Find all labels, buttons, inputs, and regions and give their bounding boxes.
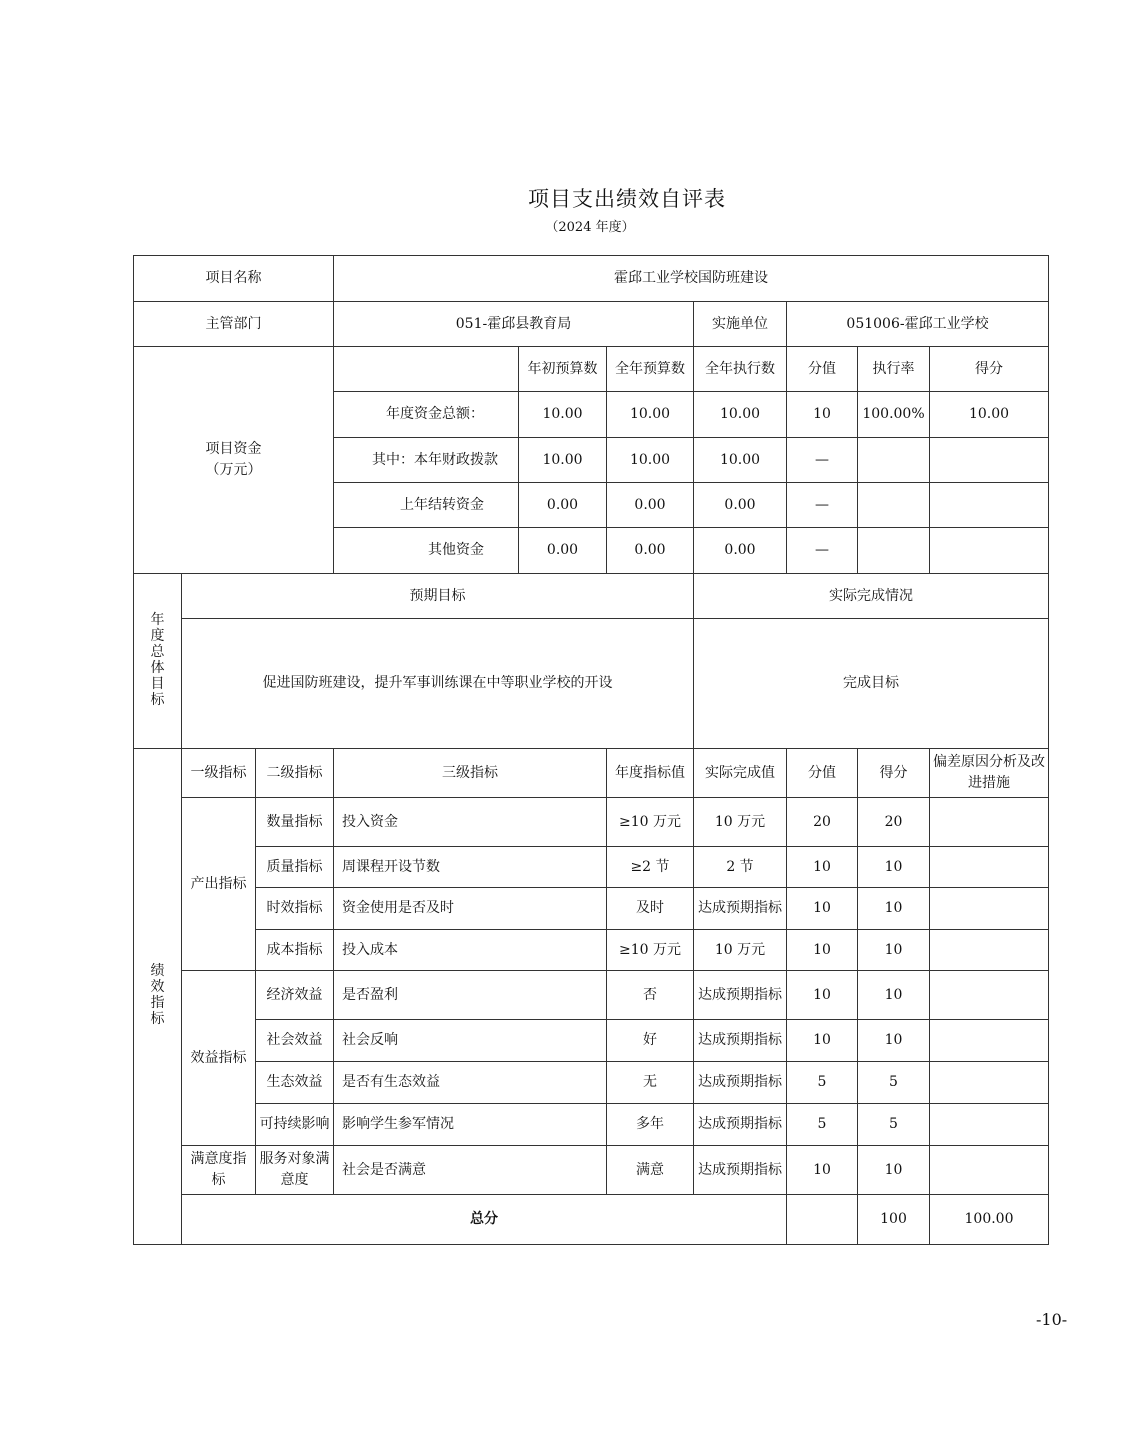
target-cell: 及时: [607, 888, 694, 930]
level2-cell: 质量指标: [256, 847, 334, 888]
target-cell: ≥10 万元: [607, 930, 694, 971]
total-row: [134, 1195, 1049, 1245]
goals-label: 年度总体目标: [134, 574, 182, 749]
note-cell: [930, 847, 1049, 888]
funds-cell: [930, 438, 1049, 483]
indicator-row: [134, 888, 1049, 930]
funds-cell: 10: [787, 392, 858, 438]
funds-header-row: [134, 347, 1049, 392]
expected-goal: 促进国防班建设，提升军事训练课在中等职业学校的开设: [182, 619, 694, 749]
level2-cell: 服务对象满意度: [256, 1146, 334, 1195]
funds-row-label: 年度资金总额：: [334, 392, 519, 438]
expected-goal-header: 预期目标: [182, 574, 694, 619]
funds-cell: —: [787, 528, 858, 574]
actual-cell: 达成预期指标: [694, 1062, 787, 1104]
got-cell: 10: [858, 888, 930, 930]
level3-cell: 资金使用是否及时: [334, 888, 607, 930]
funds-cell: —: [787, 438, 858, 483]
indicator-row: [134, 930, 1049, 971]
level1-cell: 效益指标: [182, 971, 256, 1146]
indicator-row: [134, 1020, 1049, 1062]
level2-cell: 经济效益: [256, 971, 334, 1020]
funds-label: 项目资金（万元）: [134, 347, 334, 574]
score-cell: 5: [787, 1104, 858, 1146]
level3-cell: 投入资金: [334, 798, 607, 847]
got-cell: 5: [858, 1062, 930, 1104]
score-cell: 20: [787, 798, 858, 847]
actual-cell: 达成预期指标: [694, 971, 787, 1020]
funds-cell: 0.00: [519, 528, 607, 574]
funds-cell: 10.00: [694, 392, 787, 438]
funds-cell: 10.00: [607, 392, 694, 438]
funds-cell: [930, 528, 1049, 574]
level2-cell: 社会效益: [256, 1020, 334, 1062]
page-subtitle-year: （2024 年度）: [545, 220, 635, 235]
note-cell: [930, 930, 1049, 971]
unit-label: 实施单位: [694, 302, 787, 347]
level3-cell: 影响学生参军情况: [334, 1104, 607, 1146]
total-actual: [787, 1195, 858, 1245]
level3-cell: 投入成本: [334, 930, 607, 971]
target-cell: ≥10 万元: [607, 798, 694, 847]
indicator-header-cell: 一级指标: [182, 749, 256, 798]
indicator-header-cell: 分值: [787, 749, 858, 798]
funds-header-cell: 全年执行数: [694, 347, 787, 392]
score-cell: 10: [787, 1020, 858, 1062]
page-number: -10-: [1036, 1310, 1068, 1329]
target-cell: 满意: [607, 1146, 694, 1195]
note-cell: [930, 888, 1049, 930]
funds-cell: [858, 528, 930, 574]
funds-cell: [930, 483, 1049, 528]
indicators-label: 绩效指标: [134, 749, 182, 1245]
funds-cell: [858, 483, 930, 528]
got-cell: 10: [858, 930, 930, 971]
indicator-header-cell: 偏差原因分析及改进措施: [930, 749, 1049, 798]
level2-cell: 生态效益: [256, 1062, 334, 1104]
note-cell: [930, 1146, 1049, 1195]
actual-cell: 达成预期指标: [694, 1146, 787, 1195]
dept-value: 051-霍邱县教育局: [334, 302, 694, 347]
target-cell: 无: [607, 1062, 694, 1104]
indicator-header-cell: 二级指标: [256, 749, 334, 798]
score-cell: 10: [787, 971, 858, 1020]
indicator-row: [134, 1062, 1049, 1104]
funds-cell: 10.00: [519, 438, 607, 483]
target-cell: 好: [607, 1020, 694, 1062]
total-got: 100.00: [930, 1195, 1049, 1245]
note-cell: [930, 1062, 1049, 1104]
level3-cell: 是否有生态效益: [334, 1062, 607, 1104]
indicator-header-cell: 实际完成值: [694, 749, 787, 798]
level2-cell: 成本指标: [256, 930, 334, 971]
goals-header-row: [134, 574, 1049, 619]
indicator-row: [134, 798, 1049, 847]
funds-row-label: 其他资金: [334, 528, 519, 574]
funds-cell: 0.00: [694, 528, 787, 574]
funds-header-cell: 执行率: [858, 347, 930, 392]
level3-cell: 社会是否满意: [334, 1146, 607, 1195]
project-name-label: 项目名称: [134, 256, 334, 302]
got-cell: 10: [858, 847, 930, 888]
got-cell: 20: [858, 798, 930, 847]
total-label: 总分: [182, 1195, 787, 1245]
indicator-header-cell: 三级指标: [334, 749, 607, 798]
note-cell: [930, 1020, 1049, 1062]
unit-value: 051006-霍邱工业学校: [787, 302, 1049, 347]
funds-cell: 0.00: [694, 483, 787, 528]
target-cell: ≥2 节: [607, 847, 694, 888]
score-cell: 10: [787, 1146, 858, 1195]
note-cell: [930, 798, 1049, 847]
actual-goal-header: 实际完成情况: [694, 574, 1049, 619]
score-cell: 10: [787, 888, 858, 930]
score-cell: 10: [787, 847, 858, 888]
funds-cell: 10.00: [519, 392, 607, 438]
actual-cell: 10 万元: [694, 930, 787, 971]
page-title: 项目支出绩效自评表: [528, 187, 726, 211]
level2-cell: 可持续影响: [256, 1104, 334, 1146]
indicator-row: [134, 971, 1049, 1020]
level1-cell: 产出指标: [182, 798, 256, 971]
dept-label: 主管部门: [134, 302, 334, 347]
target-cell: 否: [607, 971, 694, 1020]
indicator-row: [134, 1104, 1049, 1146]
score-cell: 5: [787, 1062, 858, 1104]
funds-cell: —: [787, 483, 858, 528]
funds-cell: 10.00: [607, 438, 694, 483]
funds-cell: [858, 438, 930, 483]
level3-cell: 周课程开设节数: [334, 847, 607, 888]
goals-content-row: [134, 619, 1049, 749]
funds-header-cell: 年初预算数: [519, 347, 607, 392]
funds-cell: 0.00: [607, 483, 694, 528]
target-cell: 多年: [607, 1104, 694, 1146]
funds-row-label: 上年结转资金: [334, 483, 519, 528]
actual-cell: 2 节: [694, 847, 787, 888]
got-cell: 10: [858, 1146, 930, 1195]
got-cell: 10: [858, 1020, 930, 1062]
level3-cell: 社会反响: [334, 1020, 607, 1062]
funds-cell: 10.00: [930, 392, 1049, 438]
got-cell: 5: [858, 1104, 930, 1146]
level1-cell: 满意度指标: [182, 1146, 256, 1195]
actual-cell: 达成预期指标: [694, 1020, 787, 1062]
level2-cell: 数量指标: [256, 798, 334, 847]
funds-cell: 100.00%: [858, 392, 930, 438]
funds-header-cell: 分值: [787, 347, 858, 392]
actual-goal: 完成目标: [694, 619, 1049, 749]
project-name-row: [134, 256, 1049, 302]
note-cell: [930, 971, 1049, 1020]
note-cell: [930, 1104, 1049, 1146]
funds-header-cell: 全年预算数: [607, 347, 694, 392]
project-name-value: 霍邱工业学校国防班建设: [334, 256, 1049, 302]
indicator-row: [134, 847, 1049, 888]
funds-header-cell: 得分: [930, 347, 1049, 392]
total-score: 100: [858, 1195, 930, 1245]
funds-row-label: 其中：本年财政拨款: [334, 438, 519, 483]
indicator-header-cell: 年度指标值: [607, 749, 694, 798]
indicator-header-cell: 得分: [858, 749, 930, 798]
actual-cell: 达成预期指标: [694, 1104, 787, 1146]
level3-cell: 是否盈利: [334, 971, 607, 1020]
funds-cell: 0.00: [519, 483, 607, 528]
got-cell: 10: [858, 971, 930, 1020]
level2-cell: 时效指标: [256, 888, 334, 930]
indicator-row: [134, 1146, 1049, 1195]
funds-cell: 0.00: [607, 528, 694, 574]
funds-cell: 10.00: [694, 438, 787, 483]
actual-cell: 达成预期指标: [694, 888, 787, 930]
actual-cell: 10 万元: [694, 798, 787, 847]
department-row: [134, 302, 1049, 347]
indicators-header-row: [134, 749, 1049, 798]
performance-table: [133, 255, 1049, 1245]
score-cell: 10: [787, 930, 858, 971]
